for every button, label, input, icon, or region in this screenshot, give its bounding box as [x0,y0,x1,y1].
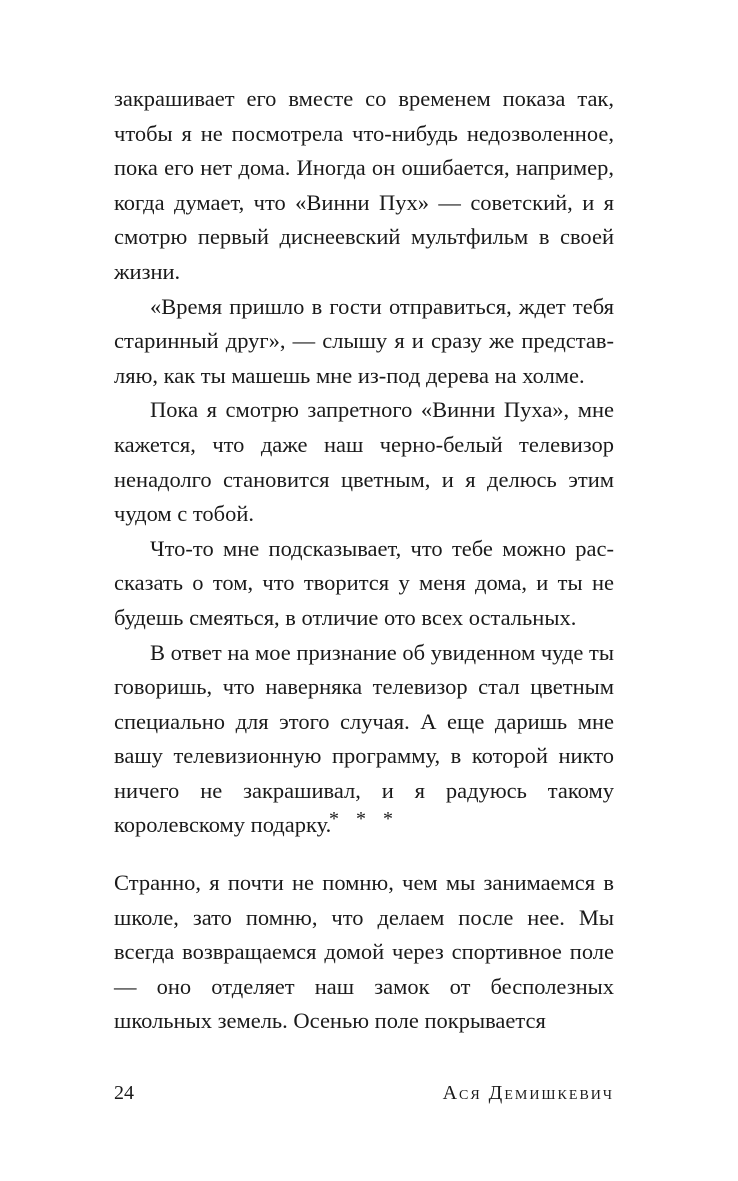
paragraph-confide: Что-то мне подсказывает, что тебе можно рассказать о том, что творится у меня дома, и ты не будешь смеяться, в отличие ото всех остальных. [114,535,614,630]
paragraph-color-tv: Пока я смотрю запретного «Винни Пуха», мне кажется, что даже наш черно-белый телевизор ненадолго становится цветным, и я делюсь этим чудом с тобой. [114,397,614,527]
paragraph-school-field: Странно, я почти не помню, чем мы занимаемся в школе, зато помню, что делаем после нее. Мы всегда возвращаемся домой через спортивное поле — оно отделяет наш замок от бесполезных школьных земель. Осенью поле покрывается [114,870,614,1034]
paragraph-song-quote: «Время пришло в гости отправиться, ждет тебя старинный друг», — слышу я и сразу же представляю, как ты машешь мне из-под дерева на холме. [114,293,614,388]
page-number: 24 [114,1082,134,1104]
running-author: Ася Демишкевич [442,1082,614,1104]
main-text-block [114,82,614,843]
paragraph-continuation: закрашивает его вместе со временем показа так, чтобы я не посмотрела что-нибудь недозволенное, пока его нет дома. Иногда он ошибается, например, когда думает, что «Винни Пух» — советский, и я смотрю первый диснеевский мультфильм в своей жизни. [114,86,614,284]
section-separator: * * * [329,808,399,830]
paragraph-tv-program-gift: В ответ на мое признание об увиденном чуде ты говоришь, что наверняка телевизор стал цветным специально для этого случая. А еще даришь мне вашу телевизионную программу, в которой никто ничего не закрашивал, и я радуюсь такому королевскому подарку. [114,639,614,838]
new-section-text-block [114,866,614,1039]
